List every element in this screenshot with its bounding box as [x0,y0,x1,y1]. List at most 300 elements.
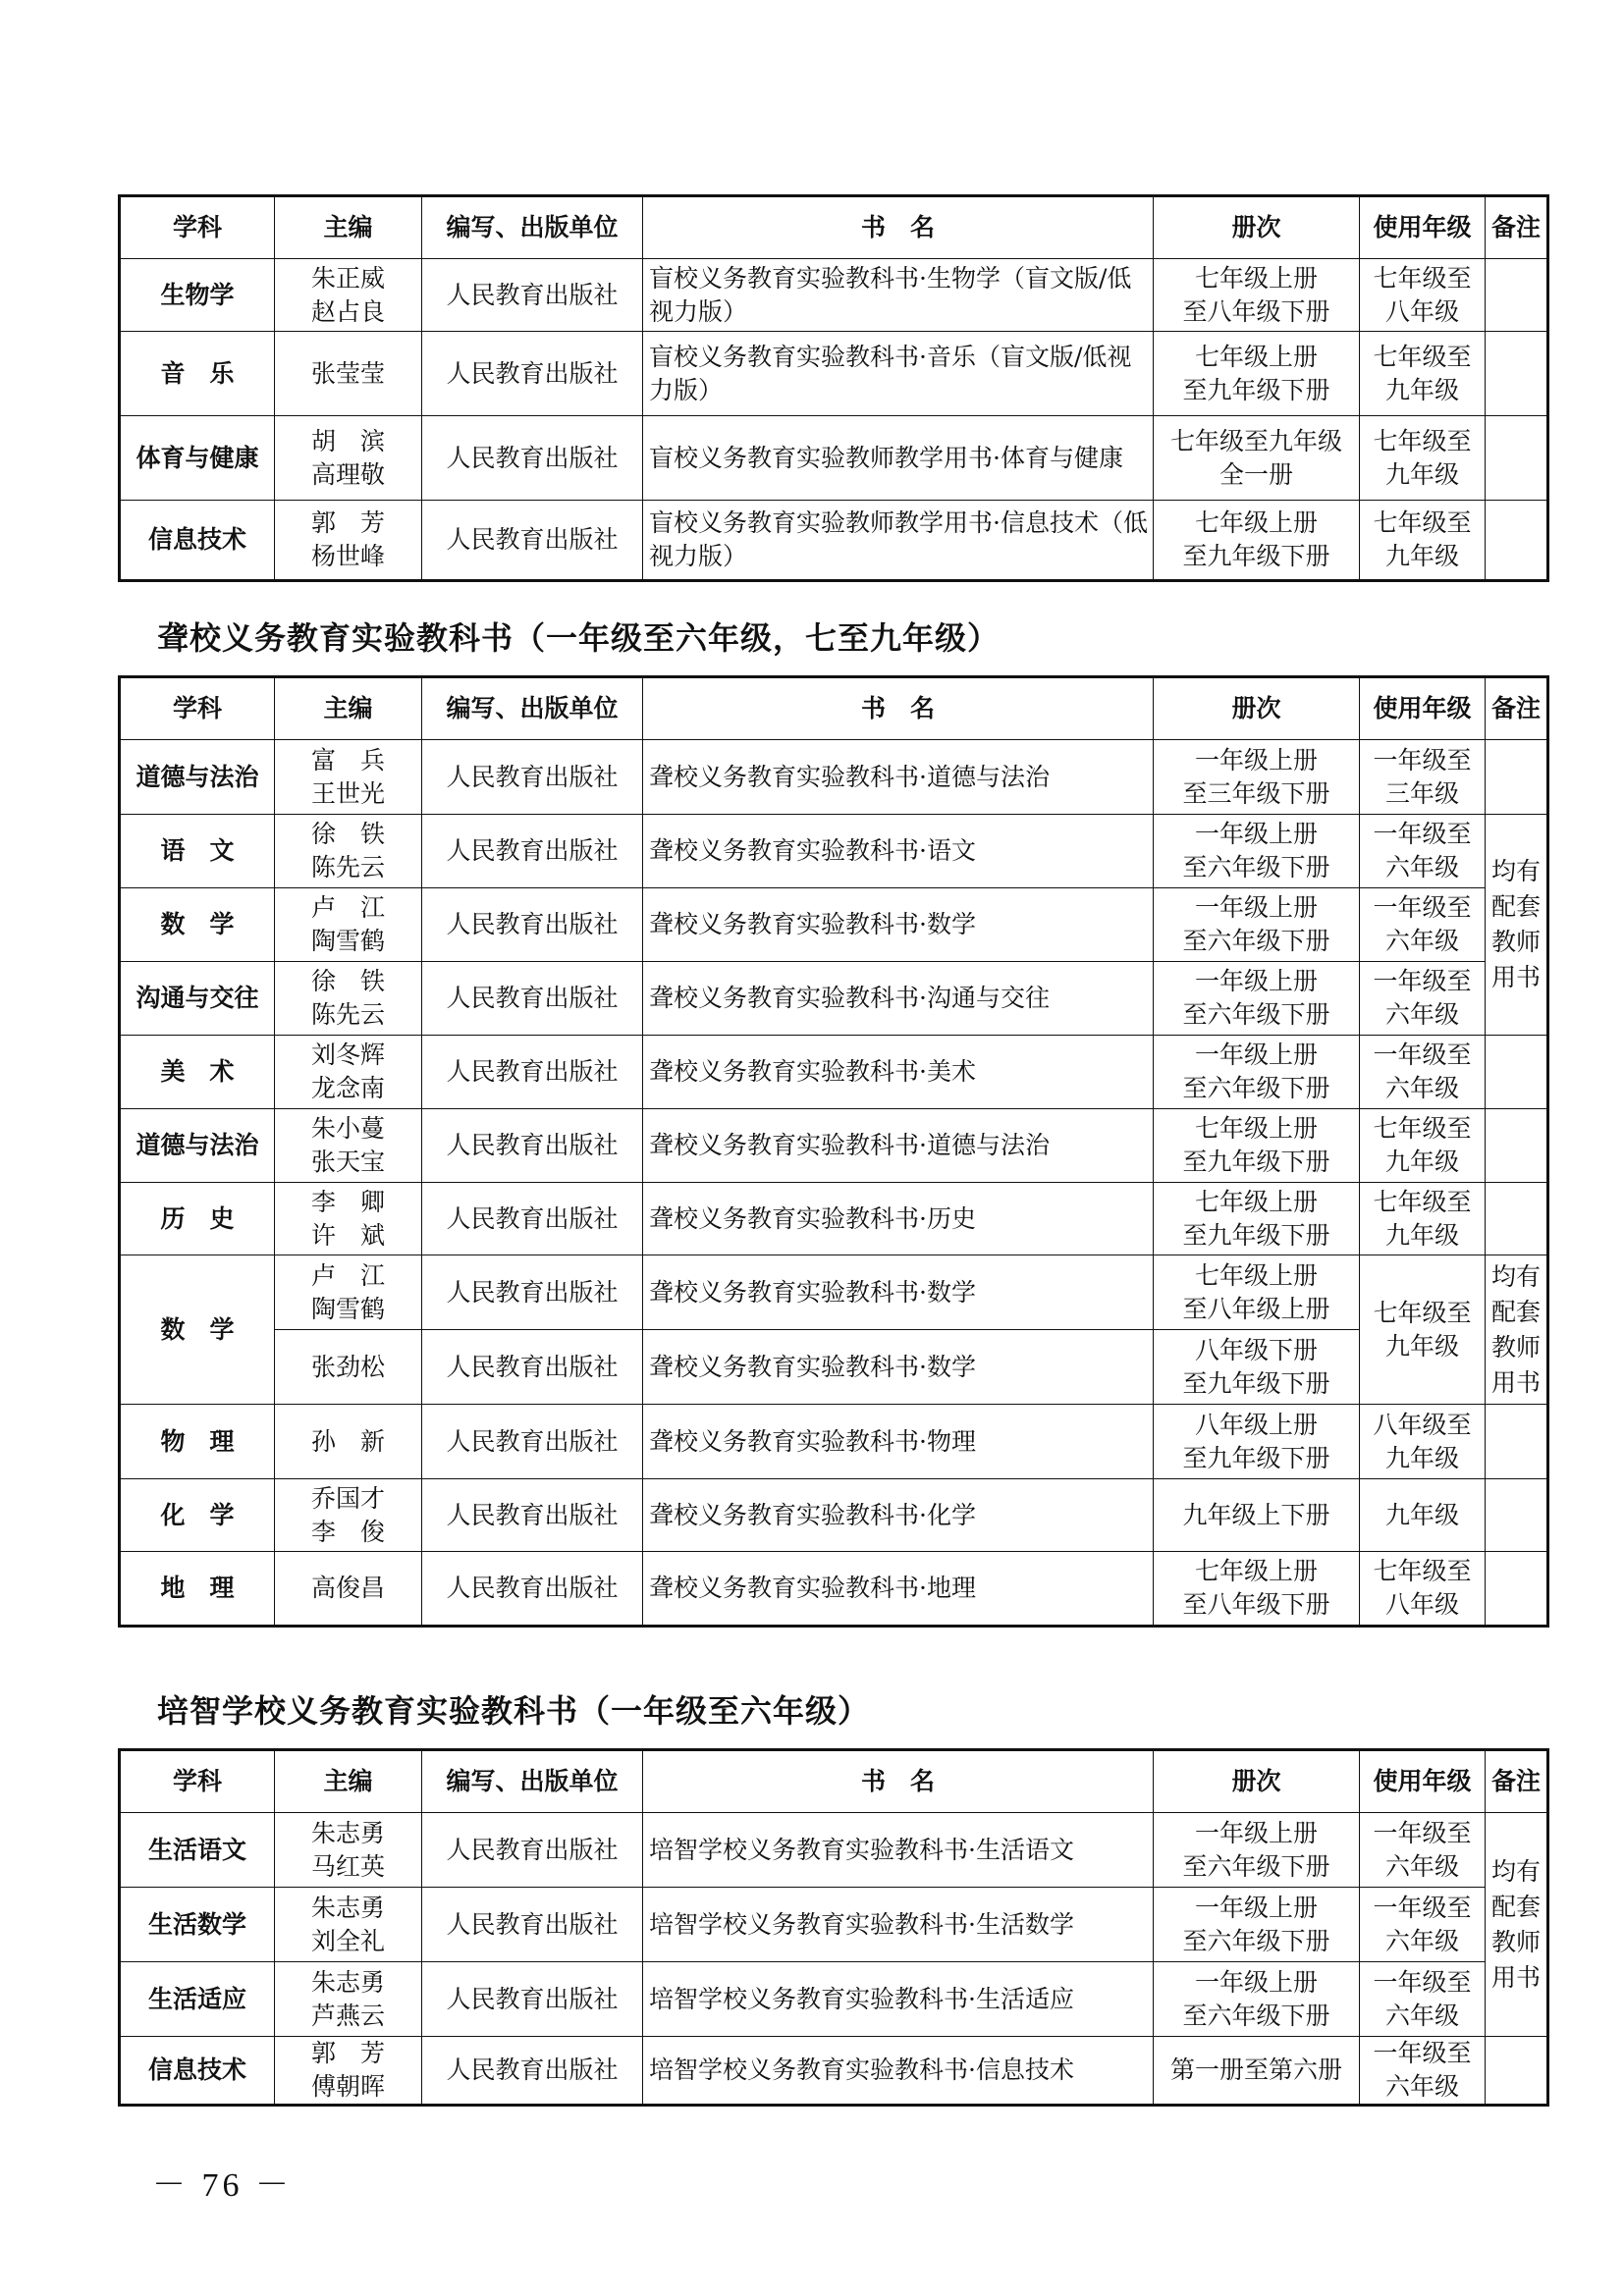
title-cell: 盲校义务教育实验教师教学用书·信息技术（低视力版） [643,501,1154,581]
volume-cell [1154,740,1360,815]
grade-cell-line: 八年级 [1384,296,1459,326]
editor-cell-line: 许 斌 [310,1220,385,1250]
title-cell: 聋校义务教育实验教科书·数学 [643,1330,1154,1405]
volume-cell-line: 七年级上册 [1194,1187,1318,1216]
volume-cell-line: 一年级上册 [1194,1967,1318,1997]
table-row [120,1109,1548,1183]
volume-cell-line: 全一册 [1218,459,1293,489]
volume-cell-line: 至八年级下册 [1182,296,1330,326]
volume-cell [1154,1479,1360,1552]
grade-cell-line: 一年级至 [1373,967,1472,995]
table-row [120,815,1548,888]
table-row [120,332,1548,416]
volume-cell [1154,1552,1360,1627]
table-row [120,259,1548,332]
editor-cell-line: 富 兵 [310,745,385,774]
editor-cell-line: 陈先云 [310,853,385,881]
grade-cell-line: 六年级 [1384,1000,1459,1029]
grade-cell-line: 六年级 [1384,2072,1459,2101]
grade-cell-line: 七年级至 [1373,342,1472,371]
grade-cell-line: 一年级至 [1373,745,1472,774]
header-publisher: 编写、出版单位 [422,196,643,259]
editor-cell-line: 孙 新 [310,1426,385,1456]
note-cell [1486,815,1548,1036]
subject-cell: 美 术 [120,1036,275,1109]
grade-cell-line: 七年级至 [1373,426,1472,455]
editor-cell-line: 朱志勇 [310,1893,385,1922]
publisher-cell: 人民教育出版社 [422,1813,643,1888]
grade-cell [1360,962,1486,1036]
header-publisher: 编写、出版单位 [422,677,643,740]
note-cell [1486,2037,1548,2106]
header-publisher: 编写、出版单位 [422,1750,643,1813]
volume-cell [1154,888,1360,962]
note-cell [1486,259,1548,332]
volume-cell-line: 七年级上册 [1194,1260,1318,1290]
subject-cell: 沟通与交往 [120,962,275,1036]
volume-cell [1154,501,1360,581]
grade-cell-line: 七年级至 [1373,1187,1472,1216]
editor-cell [275,1888,422,1962]
header-note: 备注 [1486,1750,1548,1813]
header-note: 备注 [1486,196,1548,259]
volume-cell-line: 七年级上册 [1194,1114,1318,1143]
title-cell: 聋校义务教育实验教科书·沟通与交往 [643,962,1154,1036]
publisher-cell: 人民教育出版社 [422,1183,643,1255]
subject-cell: 数 学 [120,1255,275,1405]
volume-cell-line: 至六年级下册 [1182,1851,1330,1881]
title-cell: 聋校义务教育实验教科书·美术 [643,1036,1154,1109]
publisher-cell: 人民教育出版社 [422,1962,643,2037]
editor-cell-line: 朱正威 [310,263,385,293]
editor-cell-line: 赵占良 [310,296,385,326]
note-cell [1486,501,1548,581]
title-cell: 聋校义务教育实验教科书·数学 [643,888,1154,962]
volume-cell-line: 至九年级下册 [1182,1443,1330,1472]
editor-cell-line: 李 卿 [310,1187,385,1216]
volume-cell-line: 九年级上下册 [1182,1500,1330,1529]
volume-cell [1154,1036,1360,1109]
table-row [120,2037,1548,2106]
volume-cell-line: 八年级下册 [1194,1335,1318,1364]
subject-cell: 音 乐 [120,332,275,416]
editor-cell [275,416,422,501]
note-cell [1486,1479,1548,1552]
editor-cell-line: 高俊昌 [310,1574,385,1602]
title-cell: 盲校义务教育实验教师教学用书·体育与健康 [643,416,1154,501]
grade-cell [1360,1405,1486,1479]
note-line: 用书 [1490,1367,1541,1397]
table-row [120,1330,1548,1405]
table-row [120,1183,1548,1255]
table-row [120,962,1548,1036]
volume-cell-line: 至六年级下册 [1182,853,1330,881]
subject-cell: 物 理 [120,1405,275,1479]
editor-cell-line: 高理敬 [310,459,385,489]
editor-cell-line: 郭 芳 [310,508,385,537]
header-title: 书 名 [643,677,1154,740]
title-cell: 聋校义务教育实验教科书·物理 [643,1405,1154,1479]
grade-cell [1360,2037,1486,2106]
grade-cell-line: 一年级至 [1373,1818,1472,1847]
table-row [120,1479,1548,1552]
grade-cell [1360,1552,1486,1627]
publisher-cell: 人民教育出版社 [422,416,643,501]
grade-cell [1360,888,1486,962]
table-intellectual-school [118,1748,1549,2107]
header-volume: 册次 [1154,677,1360,740]
title-cell: 聋校义务教育实验教科书·地理 [643,1552,1154,1627]
note-line: 配套 [1490,892,1541,921]
editor-cell-line: 陶雪鹤 [310,1294,385,1323]
volume-cell [1154,1330,1360,1405]
editor-cell-line: 陶雪鹤 [310,927,385,955]
editor-cell-line: 乔国才 [310,1483,385,1513]
publisher-cell: 人民教育出版社 [422,1888,643,1962]
grade-cell-line: 六年级 [1384,1851,1459,1881]
header-subject: 学科 [120,1750,275,1813]
volume-cell [1154,1183,1360,1255]
title-cell: 盲校义务教育实验教科书·生物学（盲文版/低视力版） [643,259,1154,332]
title-cell: 聋校义务教育实验教科书·历史 [643,1183,1154,1255]
header-grade: 使用年级 [1360,196,1486,259]
note-cell [1486,332,1548,416]
editor-cell [275,1552,422,1627]
header-volume: 册次 [1154,1750,1360,1813]
grade-cell-line: 三年级 [1384,778,1459,808]
grade-cell [1360,332,1486,416]
volume-cell-line: 七年级至九年级 [1169,426,1342,455]
header-subject: 学科 [120,677,275,740]
note-line: 均有 [1490,1261,1541,1291]
header-volume: 册次 [1154,196,1360,259]
editor-cell-line: 胡 滨 [310,426,385,455]
volume-cell-line: 至六年级下册 [1182,1926,1330,1955]
note-line: 用书 [1490,963,1541,991]
grade-cell [1360,416,1486,501]
volume-cell [1154,1813,1360,1888]
volume-cell [1154,2037,1360,2106]
grade-cell-line: 六年级 [1384,1074,1459,1102]
editor-cell-line: 朱志勇 [310,1818,385,1847]
table-row [120,1405,1548,1479]
volume-cell-line: 一年级上册 [1194,820,1318,848]
note-cell [1486,1405,1548,1479]
editor-cell-line: 徐 铁 [310,820,385,848]
subject-cell: 语 文 [120,815,275,888]
grade-cell-line: 一年级至 [1373,820,1472,848]
editor-cell-line: 杨世峰 [310,542,385,570]
volume-cell-line: 七年级上册 [1194,1557,1318,1585]
editor-cell-line: 朱小蔓 [310,1114,385,1143]
editor-cell [275,1330,422,1405]
grade-cell [1360,1036,1486,1109]
subject-cell: 体育与健康 [120,416,275,501]
editor-cell-line: 张劲松 [310,1352,385,1381]
publisher-cell: 人民教育出版社 [422,740,643,815]
header-row [120,196,1548,259]
table-row [120,740,1548,815]
volume-cell-line: 至九年级下册 [1182,542,1330,570]
header-editor: 主编 [275,196,422,259]
title-cell: 培智学校义务教育实验教科书·生活数学 [643,1888,1154,1962]
volume-cell [1154,815,1360,888]
volume-cell [1154,332,1360,416]
section-heading-deaf-school: 聋校义务教育实验教科书（一年级至六年级，七至九年级） [157,619,1001,657]
grade-cell-line: 六年级 [1384,853,1459,881]
grade-cell [1360,1255,1486,1405]
editor-cell-line: 芦燕云 [310,2001,385,2030]
volume-cell-line: 七年级上册 [1194,508,1318,537]
publisher-cell: 人民教育出版社 [422,1552,643,1627]
editor-cell [275,888,422,962]
header-title: 书 名 [643,1750,1154,1813]
editor-cell [275,1036,422,1109]
volume-cell-line: 七年级上册 [1194,263,1318,293]
title-cell: 聋校义务教育实验教科书·化学 [643,1479,1154,1552]
header-row [120,677,1548,740]
editor-cell-line: 郭 芳 [310,2039,385,2067]
grade-cell [1360,1183,1486,1255]
volume-cell [1154,1109,1360,1183]
volume-cell-line: 至三年级下册 [1182,778,1330,808]
grade-cell-line: 九年级 [1384,1443,1459,1472]
subject-cell: 生活数学 [120,1888,275,1962]
title-cell: 培智学校义务教育实验教科书·信息技术 [643,2037,1154,2106]
editor-cell-line: 卢 江 [310,893,385,922]
editor-cell-line: 马红英 [310,1851,385,1881]
table-row [120,1813,1548,1888]
header-editor: 主编 [275,677,422,740]
table-row [120,1962,1548,2037]
editor-cell-line: 刘全礼 [310,1926,385,1955]
grade-cell-line: 九年级 [1384,1500,1459,1529]
subject-cell: 信息技术 [120,2037,275,2106]
editor-cell-line: 刘冬辉 [310,1041,385,1069]
editor-cell [275,1183,422,1255]
volume-cell-line: 一年级上册 [1194,1818,1318,1847]
grade-cell [1360,740,1486,815]
volume-cell-line: 至八年级下册 [1182,1590,1330,1619]
editor-cell [275,501,422,581]
publisher-cell: 人民教育出版社 [422,1479,643,1552]
publisher-cell: 人民教育出版社 [422,962,643,1036]
grade-cell-line: 一年级至 [1373,1041,1472,1069]
title-cell: 聋校义务教育实验教科书·数学 [643,1255,1154,1330]
grade-cell-line: 六年级 [1384,2001,1459,2030]
header-subject: 学科 [120,196,275,259]
grade-cell [1360,1962,1486,2037]
volume-cell-line: 七年级上册 [1194,342,1318,371]
editor-cell [275,1479,422,1552]
editor-cell [275,815,422,888]
grade-cell-line: 一年级至 [1373,2039,1472,2067]
note-line: 教师 [1490,1927,1541,1956]
editor-cell [275,1813,422,1888]
editor-cell [275,1255,422,1330]
note-line: 均有 [1490,857,1541,885]
note-line: 教师 [1490,1332,1541,1362]
note-cell [1486,1255,1548,1405]
note-cell [1486,1109,1548,1183]
volume-cell-line: 至八年级上册 [1182,1294,1330,1323]
grade-cell-line: 八年级 [1384,1590,1459,1619]
note-line: 均有 [1490,1856,1541,1886]
publisher-cell: 人民教育出版社 [422,1109,643,1183]
grade-cell [1360,1813,1486,1888]
volume-cell-line: 至六年级下册 [1182,1000,1330,1029]
publisher-cell: 人民教育出版社 [422,1330,643,1405]
editor-cell [275,2037,422,2106]
publisher-cell: 人民教育出版社 [422,332,643,416]
editor-cell [275,740,422,815]
note-line: 配套 [1490,1297,1541,1326]
table-row [120,1552,1548,1627]
note-cell [1486,1183,1548,1255]
volume-cell-line: 一年级上册 [1194,1893,1318,1922]
editor-cell-line: 张莹莹 [310,358,385,388]
volume-cell-line: 一年级上册 [1194,745,1318,774]
grade-cell [1360,815,1486,888]
note-cell [1486,1552,1548,1627]
table-row [120,1036,1548,1109]
volume-cell-line: 一年级上册 [1194,967,1318,995]
editor-cell-line: 李 俊 [310,1517,385,1546]
note-line: 用书 [1490,1962,1541,1992]
editor-cell [275,1962,422,2037]
header-grade: 使用年级 [1360,1750,1486,1813]
grade-cell-line: 七年级至 [1373,1298,1472,1327]
volume-cell-line: 至六年级下册 [1182,927,1330,955]
table-row [120,416,1548,501]
subject-cell: 生活适应 [120,1962,275,2037]
volume-cell-line: 八年级上册 [1194,1410,1318,1439]
note-cell [1486,1813,1548,2037]
subject-cell: 道德与法治 [120,740,275,815]
grade-cell-line: 八年级至 [1373,1410,1472,1439]
table-deaf-school [118,675,1549,1628]
grade-cell-line: 九年级 [1384,1220,1459,1250]
volume-cell-line: 至九年级下册 [1182,1148,1330,1176]
grade-cell-line: 九年级 [1384,459,1459,489]
editor-cell-line: 陈先云 [310,1000,385,1029]
grade-cell-line: 九年级 [1384,1331,1459,1361]
subject-cell: 数 学 [120,888,275,962]
grade-cell-line: 九年级 [1384,375,1459,404]
editor-cell [275,259,422,332]
grade-cell-line: 七年级至 [1373,508,1472,537]
header-grade: 使用年级 [1360,677,1486,740]
grade-cell-line: 六年级 [1384,927,1459,955]
note-cell [1486,740,1548,815]
grade-cell-line: 一年级至 [1373,1967,1472,1997]
subject-cell: 信息技术 [120,501,275,581]
volume-cell [1154,962,1360,1036]
volume-cell [1154,416,1360,501]
grade-cell-line: 七年级至 [1373,263,1472,293]
grade-cell-line: 六年级 [1384,1926,1459,1955]
note-line: 教师 [1490,928,1541,956]
subject-cell: 生活语文 [120,1813,275,1888]
table-row [120,1255,1548,1330]
editor-cell-line: 傅朝晖 [310,2072,385,2101]
volume-cell-line: 至六年级下册 [1182,2001,1330,2030]
grade-cell-line: 九年级 [1384,542,1459,570]
grade-cell-line: 七年级至 [1373,1114,1472,1143]
subject-cell: 历 史 [120,1183,275,1255]
header-title: 书 名 [643,196,1154,259]
volume-cell-line: 至六年级下册 [1182,1074,1330,1102]
grade-cell [1360,259,1486,332]
editor-cell-line: 朱志勇 [310,1967,385,1997]
grade-cell [1360,1888,1486,1962]
volume-cell [1154,1255,1360,1330]
volume-cell-line: 至九年级下册 [1182,1220,1330,1250]
publisher-cell: 人民教育出版社 [422,2037,643,2106]
publisher-cell: 人民教育出版社 [422,1255,643,1330]
publisher-cell: 人民教育出版社 [422,888,643,962]
publisher-cell: 人民教育出版社 [422,1405,643,1479]
grade-cell [1360,501,1486,581]
editor-cell-line: 徐 铁 [310,967,385,995]
editor-cell [275,962,422,1036]
subject-cell: 地 理 [120,1552,275,1627]
volume-cell [1154,1962,1360,2037]
editor-cell [275,1405,422,1479]
title-cell: 盲校义务教育实验教科书·音乐（盲文版/低视力版） [643,332,1154,416]
section-heading-intellectual-school: 培智学校义务教育实验教科书（一年级至六年级） [157,1692,871,1730]
editor-cell-line: 王世光 [310,778,385,808]
volume-cell [1154,1405,1360,1479]
editor-cell-line: 龙念南 [310,1074,385,1102]
header-row [120,1750,1548,1813]
publisher-cell: 人民教育出版社 [422,1036,643,1109]
table-row [120,888,1548,962]
volume-cell [1154,1888,1360,1962]
editor-cell [275,1109,422,1183]
title-cell: 培智学校义务教育实验教科书·生活语文 [643,1813,1154,1888]
grade-cell-line: 一年级至 [1373,1893,1472,1922]
note-line: 配套 [1490,1892,1541,1921]
volume-cell-line: 第一册至第六册 [1169,2056,1342,2084]
volume-cell-line: 至九年级下册 [1182,375,1330,404]
table-row [120,501,1548,581]
editor-cell-line: 卢 江 [310,1260,385,1290]
grade-cell-line: 一年级至 [1373,893,1472,922]
table-blind-school [118,194,1549,582]
grade-cell-line: 九年级 [1384,1148,1459,1176]
table-row [120,1888,1548,1962]
subject-cell: 生物学 [120,259,275,332]
grade-cell-line: 七年级至 [1373,1557,1472,1585]
publisher-cell: 人民教育出版社 [422,501,643,581]
publisher-cell: 人民教育出版社 [422,815,643,888]
editor-cell-line: 张天宝 [310,1148,385,1176]
title-cell: 培智学校义务教育实验教科书·生活适应 [643,1962,1154,2037]
note-cell [1486,416,1548,501]
volume-cell-line: 至九年级下册 [1182,1368,1330,1398]
title-cell: 聋校义务教育实验教科书·语文 [643,815,1154,888]
publisher-cell: 人民教育出版社 [422,259,643,332]
volume-cell-line: 一年级上册 [1194,1041,1318,1069]
title-cell: 聋校义务教育实验教科书·道德与法治 [643,740,1154,815]
volume-cell-line: 一年级上册 [1194,893,1318,922]
header-note: 备注 [1486,677,1548,740]
note-cell [1486,1036,1548,1109]
editor-cell [275,332,422,416]
subject-cell: 化 学 [120,1479,275,1552]
header-editor: 主编 [275,1750,422,1813]
